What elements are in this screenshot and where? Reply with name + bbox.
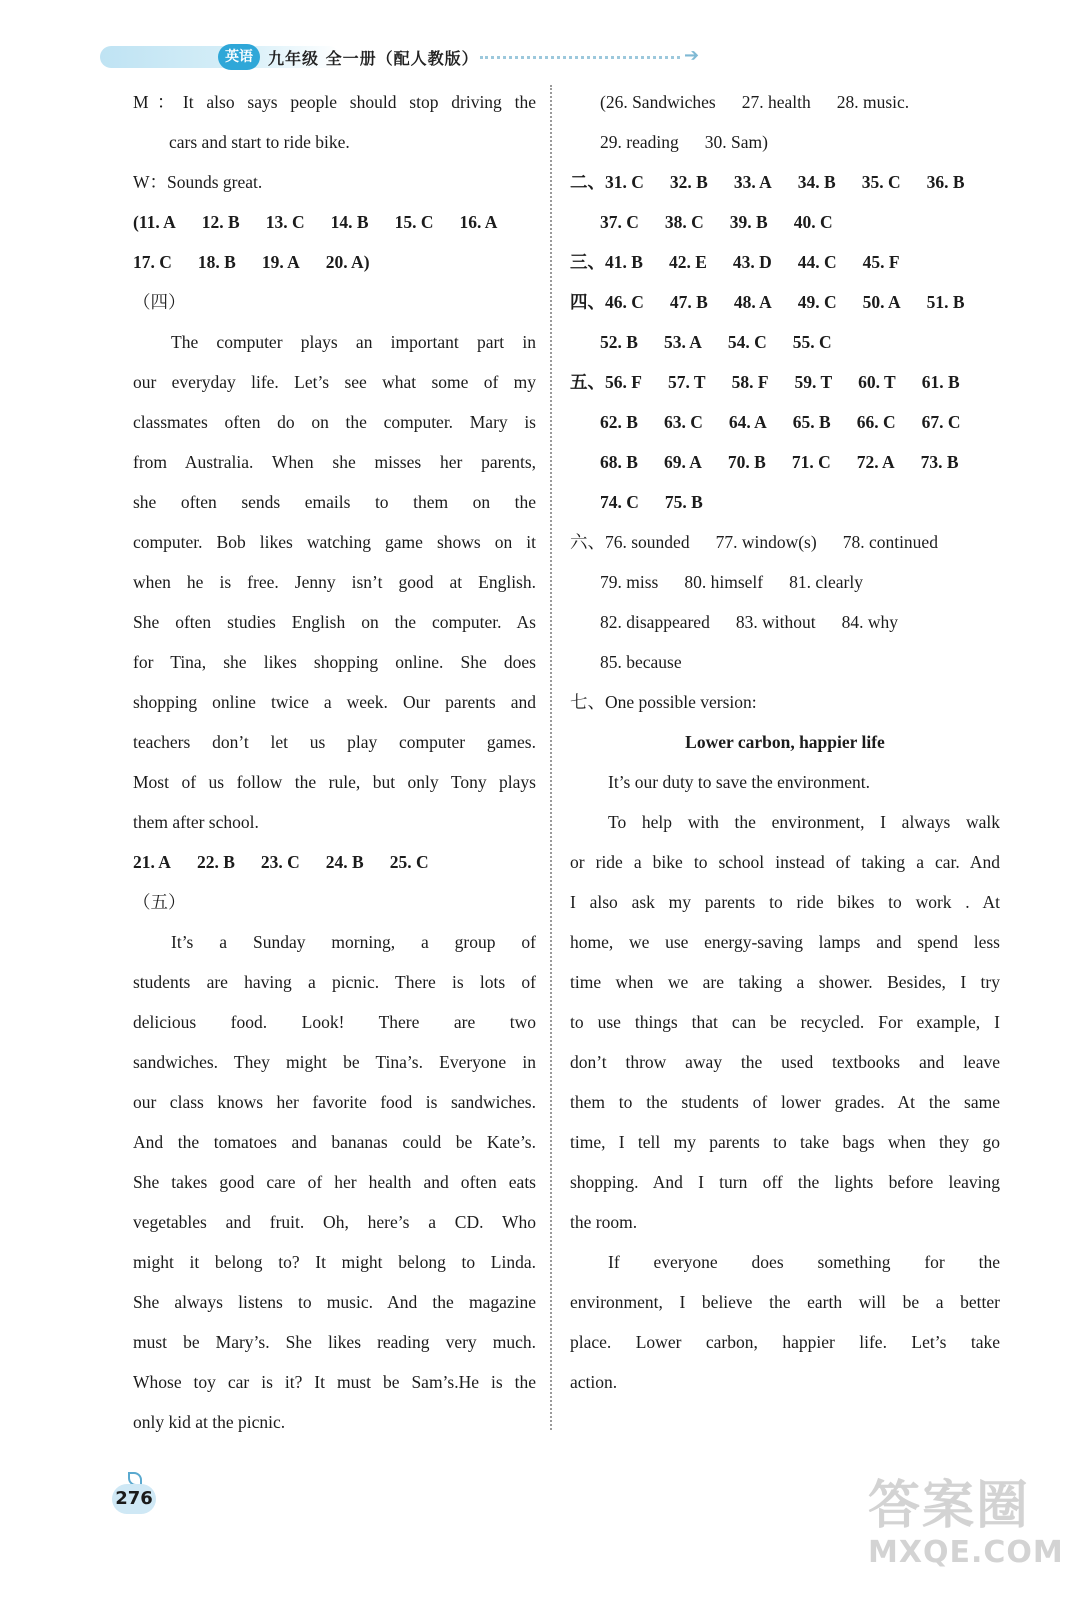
passage-line: teachers don’t let us play computer games. bbox=[133, 732, 536, 752]
essay-line: time, I tell my parents to take bags when they go bbox=[570, 1132, 1000, 1152]
answer-item: 四、46. C bbox=[570, 292, 644, 312]
answer-item: 五、56. F bbox=[570, 372, 642, 392]
page-header bbox=[100, 38, 720, 78]
answer-item: 59. T bbox=[794, 372, 833, 392]
passage-line: She always listens to music. And the magazine bbox=[133, 1292, 536, 1312]
answer-item: 18. B bbox=[197, 252, 236, 272]
answer-item: 21. A bbox=[133, 852, 171, 872]
answer-item: 84. why bbox=[841, 612, 898, 632]
essay-line: the room. bbox=[570, 1212, 638, 1232]
answer-item: 79. miss bbox=[600, 572, 659, 592]
answer-line bbox=[133, 242, 536, 282]
right-column bbox=[570, 82, 1000, 1402]
answer-item: 17. C bbox=[133, 252, 172, 272]
answer-item: 40. C bbox=[793, 212, 833, 232]
dialog-line: cars and start to ride bike. bbox=[169, 132, 350, 152]
essay-line: It’s our duty to save the environment. bbox=[608, 772, 870, 792]
passage-line: students are having a picnic. There is lots of bbox=[133, 972, 536, 992]
passage-line: when he is free. Jenny isn’t good at English. bbox=[133, 572, 536, 592]
answer-item: 82. disappeared bbox=[600, 612, 710, 632]
passage-line: for Tina, she likes shopping online. She does bbox=[133, 652, 536, 672]
passage-line: The computer plays an important part in bbox=[171, 332, 536, 352]
answer-line bbox=[570, 402, 1000, 442]
answer-item: 77. window(s) bbox=[715, 532, 817, 552]
answer-item: 38. C bbox=[664, 212, 704, 232]
essay-line: I also ask my parents to ride bikes to work . At bbox=[570, 892, 1000, 912]
answer-line bbox=[570, 162, 1000, 202]
essay-line: to use things that can be recycled. For example, I bbox=[570, 1012, 1000, 1032]
section-heading: 七、One possible version: bbox=[570, 692, 757, 712]
answer-item: 64. A bbox=[728, 412, 767, 432]
passage-line: she often sends emails to them on the bbox=[133, 492, 536, 512]
answer-item: 65. B bbox=[792, 412, 831, 432]
answer-item: 54. C bbox=[727, 332, 767, 352]
essay-line: time when we are taking a shower. Besides, I try bbox=[570, 972, 1000, 992]
answer-item: 33. A bbox=[733, 172, 772, 192]
answer-item: 24. B bbox=[325, 852, 364, 872]
answer-item: 37. C bbox=[600, 212, 639, 232]
answer-item: 85. because bbox=[600, 652, 682, 672]
answer-item: 34. B bbox=[797, 172, 836, 192]
answer-line bbox=[133, 202, 536, 242]
passage-line: might it belong to? It might belong to Linda. bbox=[133, 1252, 536, 1272]
answer-item: 49. C bbox=[797, 292, 837, 312]
answer-item: 19. A bbox=[261, 252, 300, 272]
answer-line bbox=[570, 362, 1000, 402]
passage-line: She often studies English on the computer. As bbox=[133, 612, 536, 632]
arrow-right-icon: ➔ bbox=[684, 45, 700, 66]
essay-line: If everyone does something for the bbox=[608, 1252, 1000, 1272]
answer-item: 27. health bbox=[741, 92, 811, 112]
passage-line: It’s a Sunday morning, a group of bbox=[171, 932, 536, 952]
essay-line: environment, I believe the earth will be a better bbox=[570, 1292, 1000, 1312]
passage-line: classmates often do on the computer. Mary is bbox=[133, 412, 536, 432]
section-heading: （五） bbox=[133, 892, 186, 912]
answer-line bbox=[570, 602, 1000, 642]
subject-badge: 英语 bbox=[218, 44, 260, 70]
answer-item: 58. F bbox=[731, 372, 769, 392]
passage-line: Whose toy car is it? It must be Sam’s.He is the bbox=[133, 1372, 536, 1392]
essay-line: them to the students of lower grades. At the same bbox=[570, 1092, 1000, 1112]
watermark-url: MXQE.COM bbox=[868, 1535, 1064, 1570]
answer-line bbox=[570, 242, 1000, 282]
answer-item: 57. T bbox=[667, 372, 706, 392]
passage-line: And the tomatoes and bananas could be Kate’s. bbox=[133, 1132, 536, 1152]
passage-line: Most of us follow the rule, but only Tony plays bbox=[133, 772, 536, 792]
answer-item: 70. B bbox=[727, 452, 766, 472]
answer-line bbox=[570, 282, 1000, 322]
passage-line: from Australia. When she misses her parents, bbox=[133, 452, 536, 472]
watermark-text: 答案圈 bbox=[868, 1476, 1031, 1536]
passage-line: our class knows her favorite food is sandwiches. bbox=[133, 1092, 536, 1112]
answer-item: 61. B bbox=[921, 372, 960, 392]
passage-line: vegetables and fruit. Oh, here’s a CD. Who bbox=[133, 1212, 536, 1232]
answer-item: 80. himself bbox=[684, 572, 764, 592]
answer-item: 36. B bbox=[926, 172, 965, 192]
passage-line: must be Mary’s. She likes reading very much. bbox=[133, 1332, 536, 1352]
dialog-line: M：It also says people should stop driving the bbox=[133, 92, 536, 112]
essay-line: home, we use energy-saving lamps and spend less bbox=[570, 932, 1000, 952]
answer-item: 50. A bbox=[862, 292, 901, 312]
answer-item: 43. D bbox=[732, 252, 772, 272]
answer-item: 63. C bbox=[663, 412, 703, 432]
answer-item: 六、76. sounded bbox=[570, 532, 690, 552]
answer-item: 48. A bbox=[733, 292, 772, 312]
essay-line: don’t throw away the used textbooks and leave bbox=[570, 1052, 1000, 1072]
answer-item: 60. T bbox=[858, 372, 896, 392]
answer-item: 23. C bbox=[260, 852, 300, 872]
answer-line bbox=[133, 842, 536, 882]
passage-line: them after school. bbox=[133, 812, 259, 832]
passage-line: our everyday life. Let’s see what some of my bbox=[133, 372, 536, 392]
essay-line: place. Lower carbon, happier life. Let’s take bbox=[570, 1332, 1000, 1352]
answer-item: (11. A bbox=[133, 212, 176, 232]
dialog-line: W：Sounds great. bbox=[133, 172, 263, 192]
answer-item: 22. B bbox=[196, 852, 235, 872]
answer-line bbox=[570, 122, 1000, 162]
answer-item: 二、31. C bbox=[570, 172, 644, 192]
essay-line: To help with the environment, I always walk bbox=[608, 812, 1000, 832]
passage-line: computer. Bob likes watching game shows on it bbox=[133, 532, 536, 552]
answer-item: 75. B bbox=[664, 492, 703, 512]
answer-item: 12. B bbox=[201, 212, 240, 232]
column-divider bbox=[550, 85, 552, 1430]
answer-item: 78. continued bbox=[842, 532, 938, 552]
header-title: 九年级 全一册（配人教版） bbox=[268, 49, 479, 68]
answer-line bbox=[570, 202, 1000, 242]
essay-line: or ride a bike to school instead of taking a car. And bbox=[570, 852, 1000, 872]
passage-line: delicious food. Look! There are two bbox=[133, 1012, 536, 1032]
answer-item: 29. reading bbox=[600, 132, 679, 152]
answer-item: 73. B bbox=[920, 452, 959, 472]
answer-line bbox=[570, 442, 1000, 482]
essay-line: shopping. And I turn off the lights before leaving bbox=[570, 1172, 1000, 1192]
answer-item: 81. clearly bbox=[789, 572, 863, 592]
answer-item: 51. B bbox=[926, 292, 965, 312]
passage-line: sandwiches. They might be Tina’s. Everyone in bbox=[133, 1052, 536, 1072]
answer-line bbox=[570, 642, 1000, 682]
answer-item: 20. A) bbox=[325, 252, 370, 272]
passage-line: only kid at the picnic. bbox=[133, 1412, 286, 1432]
essay-line: action. bbox=[570, 1372, 618, 1392]
answer-line bbox=[570, 322, 1000, 362]
watermark-logo bbox=[868, 1476, 1064, 1588]
passage-line: She takes good care of her health and often eats bbox=[133, 1172, 536, 1192]
answer-item: 53. A bbox=[663, 332, 702, 352]
header-dots bbox=[480, 56, 680, 59]
answer-item: 42. E bbox=[668, 252, 707, 272]
page-number: 276 bbox=[112, 1484, 156, 1514]
answer-item: 72. A bbox=[856, 452, 895, 472]
section-heading: （四） bbox=[133, 292, 186, 312]
answer-item: 30. Sam) bbox=[704, 132, 768, 152]
answer-item: 69. A bbox=[663, 452, 702, 472]
answer-item: 39. B bbox=[729, 212, 768, 232]
answer-item: (26. Sandwiches bbox=[600, 92, 716, 112]
left-column bbox=[133, 82, 536, 1442]
answer-item: 67. C bbox=[921, 412, 961, 432]
answer-item: 13. C bbox=[265, 212, 305, 232]
answer-item: 35. C bbox=[861, 172, 901, 192]
answer-item: 15. C bbox=[394, 212, 434, 232]
essay-title: Lower carbon, happier life bbox=[685, 732, 885, 752]
answer-item: 71. C bbox=[791, 452, 831, 472]
answer-item: 83. without bbox=[735, 612, 816, 632]
answer-item: 66. C bbox=[856, 412, 896, 432]
answer-item: 三、41. B bbox=[570, 252, 643, 272]
answer-line bbox=[570, 82, 1000, 122]
answer-line bbox=[570, 562, 1000, 602]
answer-line bbox=[570, 522, 1000, 562]
answer-item: 55. C bbox=[792, 332, 832, 352]
passage-line: shopping online twice a week. Our parents and bbox=[133, 692, 536, 712]
answer-item: 47. B bbox=[669, 292, 708, 312]
answer-item: 32. B bbox=[669, 172, 708, 192]
answer-item: 25. C bbox=[389, 852, 429, 872]
answer-item: 28. music. bbox=[836, 92, 910, 112]
answer-line bbox=[570, 482, 1000, 522]
answer-item: 44. C bbox=[797, 252, 837, 272]
answer-item: 62. B bbox=[600, 412, 638, 432]
answer-item: 45. F bbox=[862, 252, 900, 272]
answer-item: 52. B bbox=[600, 332, 638, 352]
answer-item: 74. C bbox=[600, 492, 639, 512]
answer-item: 68. B bbox=[600, 452, 638, 472]
answer-item: 14. B bbox=[330, 212, 369, 232]
answer-item: 16. A bbox=[459, 212, 498, 232]
